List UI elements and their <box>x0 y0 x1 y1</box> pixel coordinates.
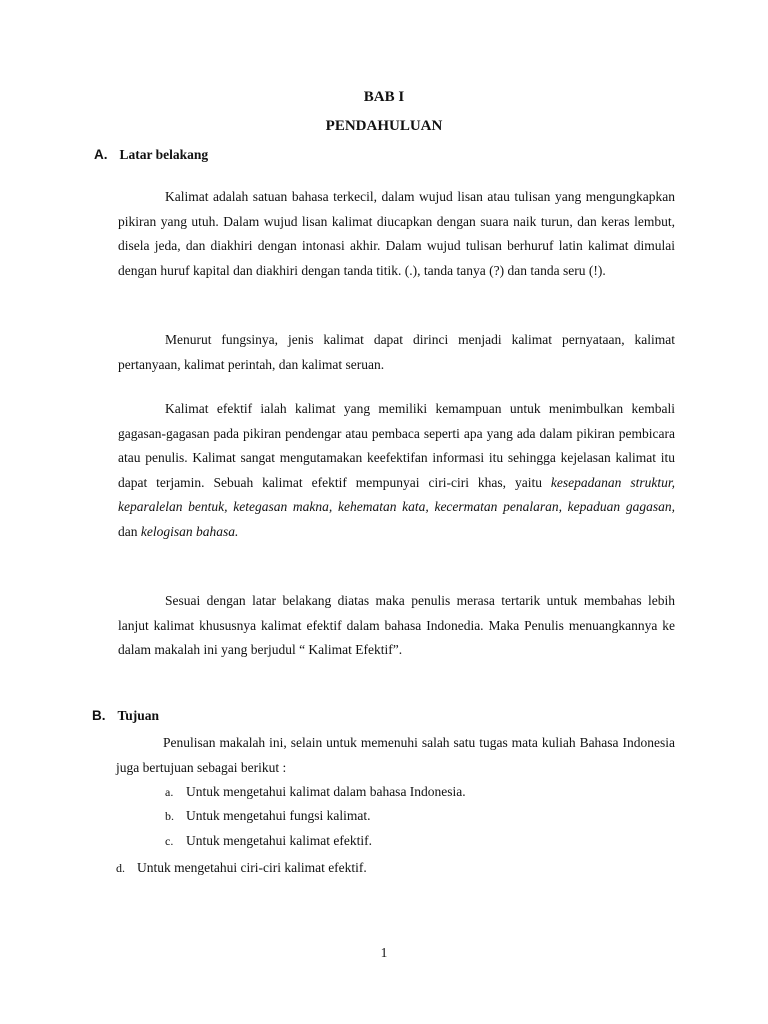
paragraph-3 <box>118 397 682 544</box>
paragraph-5: Penulisan makalah ini, selain untuk memenuhi salah satu tugas mata kuliah Bahasa Indonesia juga bertujuan sebagai berikut : <box>116 735 675 775</box>
paragraph-3-italic-logic: kelogisan bahasa. <box>140 523 239 539</box>
page-number: 1 <box>380 945 388 960</box>
list-text: Untuk mengetahui ciri-ciri kalimat efektif. <box>137 860 367 875</box>
section-title: Tujuan <box>117 708 160 723</box>
chapter-title: PENDAHULUAN <box>325 118 443 134</box>
paragraph-3-text: Kalimat efektif ialah kalimat yang memiliki kemampuan untuk menimbulkan kembali gagasan-gagasan pada pikiran pendengar atau pembaca seperti apa yang ada dalam pikiran pembicara atau penulis. Kalimat sangat mengutamakan keefektifan informasi itu sehingga kejelasan kalimat itu dapat terjamin. Sebuah kalimat efektif mempunyai ciri-ciri khas, yaitu <box>118 401 675 490</box>
paragraph-3-italic-features: kesepadanan struktur, keparalelan bentuk, ketegasan makna, kehematan kata, kecermatan penalaran, kepaduan gagasan, <box>118 474 675 514</box>
section-heading-tujuan <box>92 708 159 724</box>
list-text: Untuk mengetahui kalimat efektif. <box>186 833 372 848</box>
section-marker: A. <box>94 147 108 162</box>
list-item <box>116 858 367 878</box>
list-item <box>165 782 466 802</box>
list-item <box>165 806 370 826</box>
chapter-number: BAB I <box>363 89 405 105</box>
paragraph-3-conjunction: dan <box>118 499 682 539</box>
list-marker: c. <box>165 834 174 848</box>
section-title: Latar belakang <box>119 147 209 162</box>
section-heading-latar-belakang <box>94 147 208 163</box>
list-text: Untuk mengetahui kalimat dalam bahasa Indonesia. <box>186 784 466 799</box>
section-marker: B. <box>92 708 106 723</box>
list-item <box>165 831 372 851</box>
list-marker: a. <box>165 785 174 799</box>
list-text: Untuk mengetahui fungsi kalimat. <box>186 808 371 823</box>
paragraph-2: Menurut fungsinya, jenis kalimat dapat dirinci menjadi kalimat pernyataan, kalimat pertanyaan, kalimat perintah, dan kalimat seruan. <box>118 332 675 372</box>
list-marker: d. <box>116 861 125 875</box>
list-marker: b. <box>165 809 174 823</box>
paragraph-1: Kalimat adalah satuan bahasa terkecil, dalam wujud lisan atau tulisan yang mengungkapkan pikiran yang utuh. Dalam wujud lisan kalimat diucapkan dengan suara naik turun, dan keras lembut, disela jeda, dan diakhiri dengan intonasi akhir. Dalam wujud tulisan berhuruf latin kalimat dimulai dengan huruf kapital dan diakhiri dengan tanda titik. (.), tanda tanya (?) dan tanda seru (!). <box>118 189 675 278</box>
paragraph-4: Sesuai dengan latar belakang diatas maka penulis merasa tertarik untuk membahas lebih lanjut kalimat khususnya kalimat efektif dalam bahasa Indonedia. Maka Penulis menuangkannya ke dalam makalah ini yang berjudul “ Kalimat Efektif”. <box>118 593 675 657</box>
